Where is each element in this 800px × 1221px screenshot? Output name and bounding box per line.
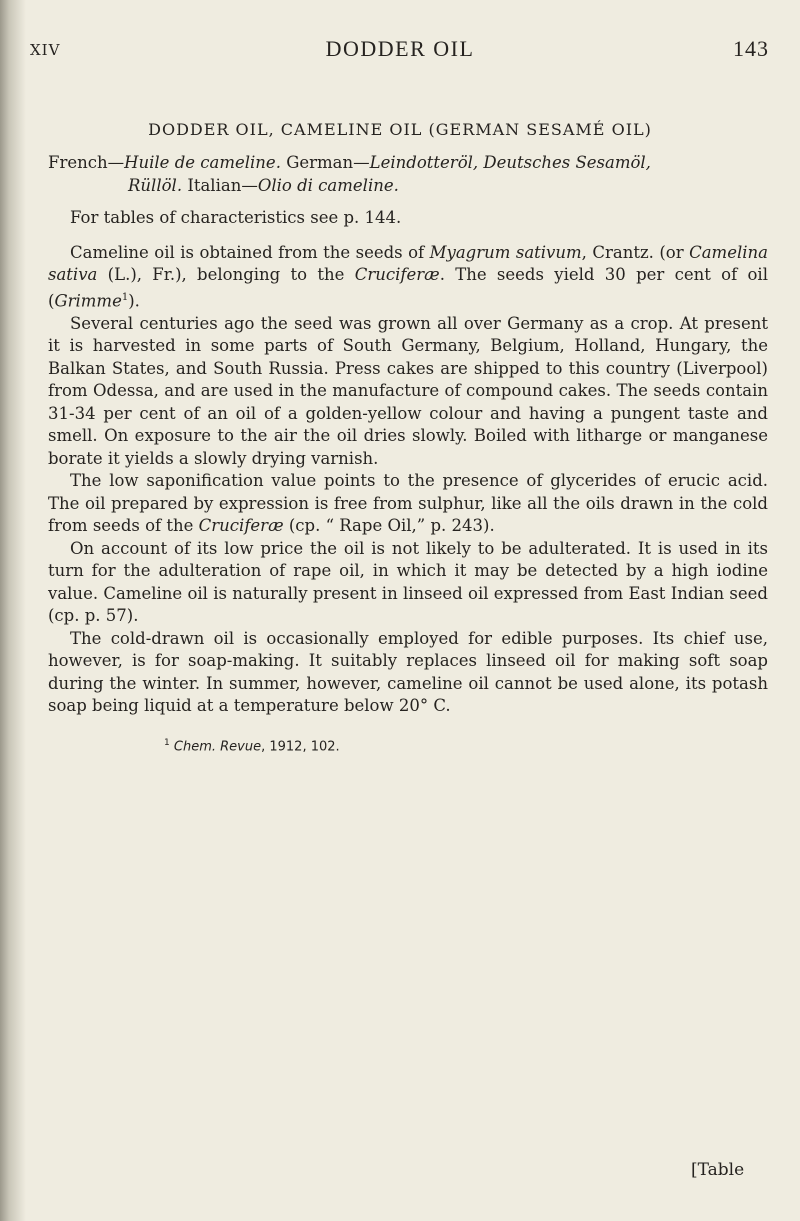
french-name: Huile de cameline. bbox=[124, 153, 281, 172]
paragraph-saponification: The low saponification value points to the presence of glycerides of erucic acid. The oil prepared by expression is free from sulphur, like all the oils drawn in the cold from seeds of the Cruciferæ (cp. “ Rape Oil,” p. 243). bbox=[48, 471, 768, 535]
italian-name: Olio di cameline. bbox=[257, 175, 399, 195]
paragraph-uses: The cold-drawn oil is occasionally employed for edible purposes. Its chief use, however, is for soap-making. It suitably replaces linseed oil for making soft soap during the winter. In summer, however, cameline oil cannot be used alone, its potash soap being liquid at a temperature below 20° C. bbox=[48, 628, 768, 715]
footnote-marker: 1 bbox=[164, 738, 170, 748]
footnote bbox=[164, 738, 340, 754]
page-number: 143 bbox=[733, 36, 769, 61]
chapter-number: XIV bbox=[30, 41, 61, 59]
running-title: DODDER OIL bbox=[325, 36, 475, 61]
german-name-extra: Rüllöl. bbox=[128, 175, 183, 195]
catchword: [Table bbox=[691, 1160, 745, 1180]
section-title: DODDER OIL, CAMELINE OIL (GERMAN SESAMÉ OIL) bbox=[148, 120, 652, 139]
german-label: German— bbox=[286, 153, 370, 172]
footnote-reference: 1 bbox=[121, 291, 129, 303]
tables-note: For tables of characteristics see p. 144. bbox=[70, 208, 402, 227]
paragraph-history: Several centuries ago the seed was grown all over Germany as a crop. At present it is harvested in some parts of South Germany, Belgium, Holland, Hungary, the Balkan States, and South Russia. Press cakes are shipped to this country (Liverpool) from Odessa, and are used in the manufacture of compound cakes. The seeds contain 31-34 per cent of an oil of a golden-yellow colour and having a pungent taste and smell. On exposure to the air the oil dries slowly. Boiled with litharge or manganese borate it yields a slowly drying varnish. bbox=[48, 313, 768, 468]
footnote-details: , 1912, 102. bbox=[261, 739, 340, 755]
italian-label: Italian— bbox=[187, 175, 258, 195]
foreign-names bbox=[48, 152, 768, 197]
footnote-source: Chem. Revue bbox=[173, 739, 262, 755]
paragraph-adulteration: On account of its low price the oil is not likely to be adulterated. It is used in its turn for the adulteration of rape oil, in which it may be detected by a high iodine value. Cameline oil is naturally present in linseed oil expressed from East Indian seed (cp. p. 57). bbox=[48, 538, 768, 625]
body-text bbox=[48, 152, 768, 718]
paragraph-origin: Cameline oil is obtained from the seeds of Myagrum sativum, Crantz. (or Camelina sativa (L.), Fr.), belonging to the Cruciferæ. The seeds yield 30 per cent of oil (Grimme$^1$). bbox=[48, 242, 768, 310]
french-label: French— bbox=[48, 153, 125, 172]
german-names: Leindotteröl, Deutsches Sesamöl, bbox=[369, 153, 651, 172]
